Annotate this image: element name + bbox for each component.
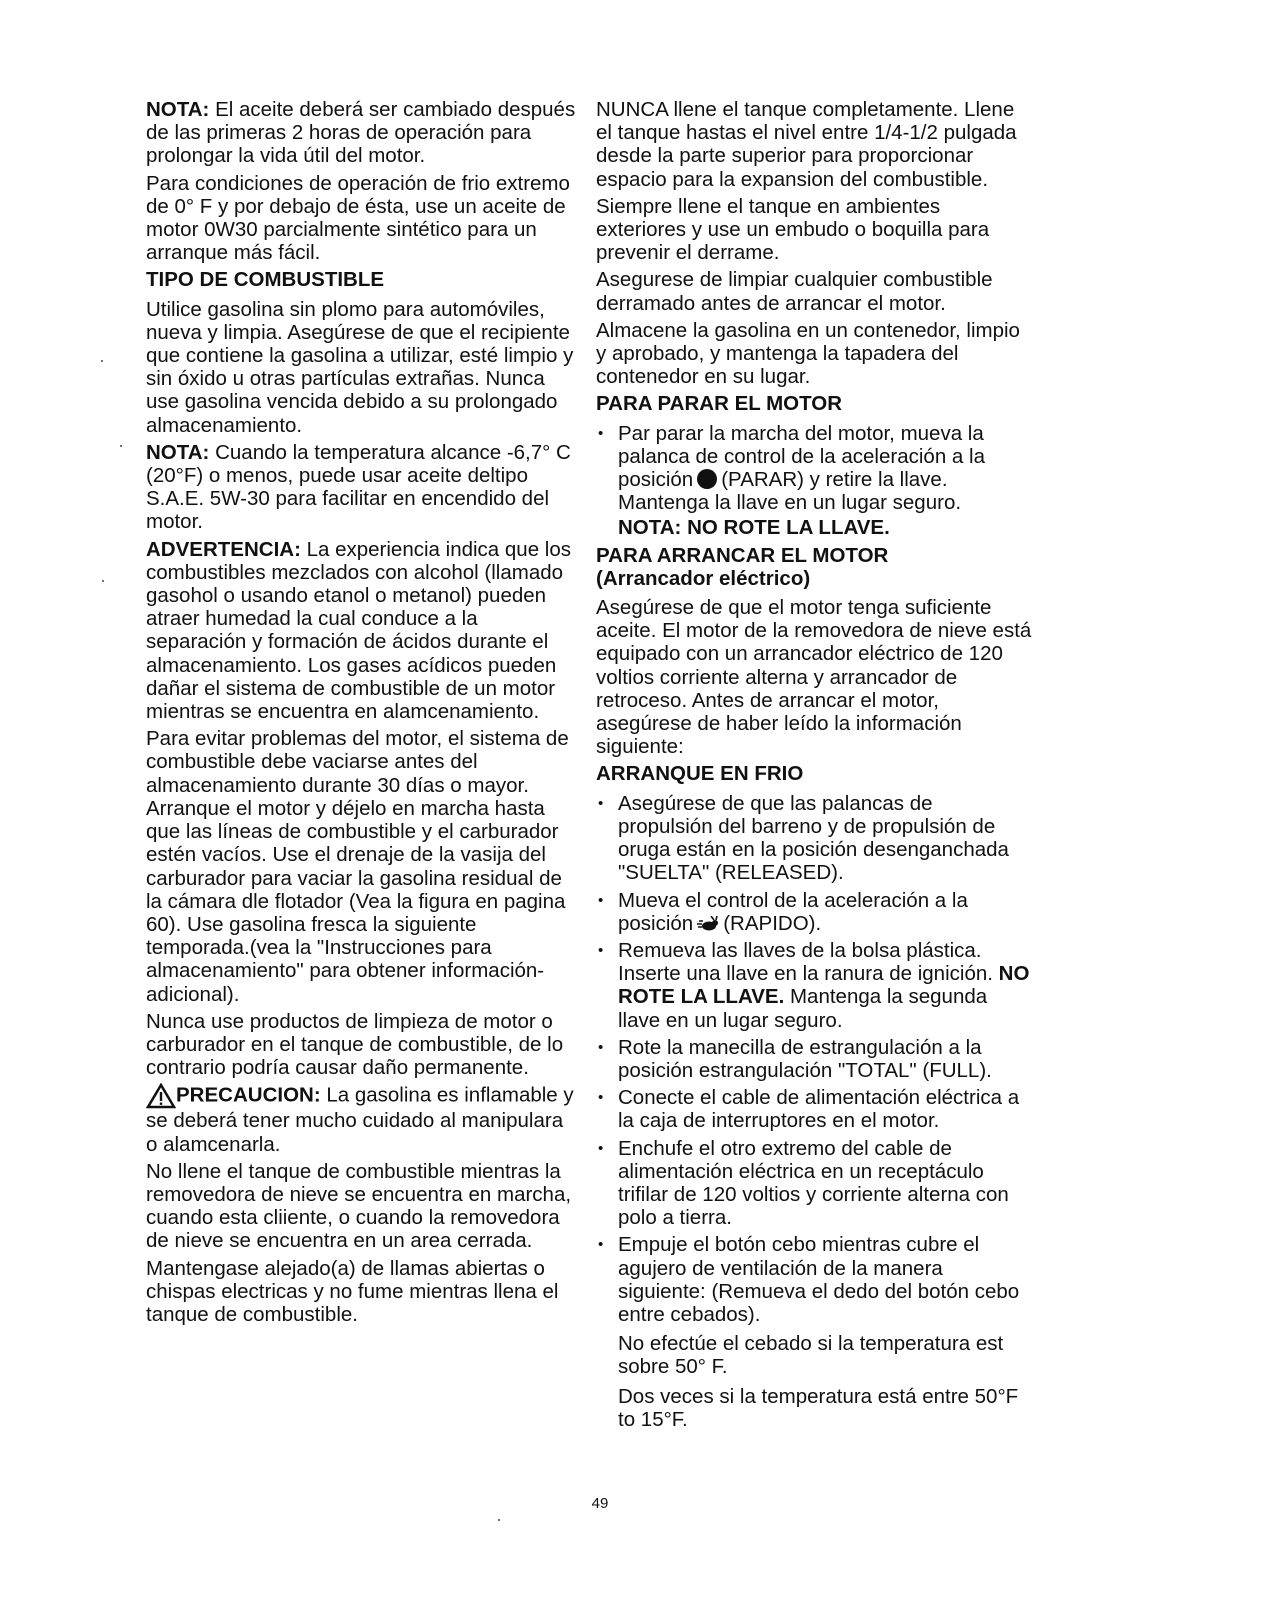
stop-text-b: (PARAR) y retire la llave. Mantenga la llave en un lugar seguro. <box>618 468 962 515</box>
scan-speck <box>101 360 103 362</box>
scan-speck <box>120 445 122 447</box>
stop-list <box>596 422 1032 540</box>
list-item: • Asegúrese de que las palancas de propulsión del barreno y de propulsión de oruga están en la posición desenganchada "SUELTA" (RELEASED). <box>596 792 1032 885</box>
keys-text-a: Remueva las llaves de la bolsa plástica. Inserte una llave en la ranura de ignición. <box>618 938 993 986</box>
throttle-text-b: (RAPIDO). <box>723 911 822 935</box>
rabbit-fast-icon <box>697 916 719 932</box>
paragraph-outdoors: Siempre llene el tanque en ambientes exteriores y use un embudo o boquilla para prevenir el derrame. <box>596 194 990 265</box>
paragraph-oil-note <box>146 98 576 168</box>
paragraph-store-gas: Almacene la gasolina en un contenedor, limpio y aprobado, y mantenga la tapadera del contenedor en su lugar. <box>596 318 1020 389</box>
list-item <box>596 889 1032 935</box>
cold-start-list <box>596 792 1032 1431</box>
page-number: 49 <box>591 1495 609 1512</box>
paragraph-temp-note <box>146 441 576 534</box>
note-text: Cuando la temperatura alcance -6,7° C (20°F) o menos, puede usar aceite deltipo S.A.E. 5W-30 para facilitar en encendido del motor. <box>146 440 571 534</box>
keys-bold: NO ROTE LA LLAVE. <box>618 962 1030 1009</box>
heading-start-engine: PARA ARRANCAR EL MOTOR <box>596 543 889 567</box>
list-item <box>596 939 1032 1032</box>
paragraph-caution <box>146 1083 576 1155</box>
left-column <box>146 98 576 1330</box>
warning-label: ADVERTENCIA: <box>146 537 301 561</box>
list-item <box>596 1233 1032 1431</box>
paragraph-never-fill: NUNCA llene el tanque completamente. Llene el tanque hastas el nivel entre 1/4-1/2 pulgada desde la parte superior para proporcionar espacio para la expansion del combustible. <box>596 98 1017 191</box>
caution-label: PRECAUCION: <box>176 1083 321 1107</box>
scan-speck <box>102 580 104 582</box>
list-item <box>596 422 1032 540</box>
list-item: • Conecte el cable de alimentación eléctrica a la caja de interruptores en el motor. <box>596 1086 1032 1132</box>
paragraph-cold-oil: Para condiciones de operación de frio extremo de 0° F y por debajo de ésta, use un aceite de motor 0W30 parcialmente sintético para un arranque más fácil. <box>146 171 570 265</box>
throttle-text-a: Mueva el control de la aceleración a la posición <box>618 888 968 935</box>
primer-text: Empuje el botón cebo mientras cubre el agujero de ventilación de la manera siguiente: (Remueva el dedo del botón cebo entre cebados). <box>618 1233 1020 1326</box>
stop-text-a: Par parar la marcha del motor, mueva la palanca de control de la aceleración a la posición <box>618 421 985 492</box>
stop-icon <box>697 469 717 489</box>
note-text: El aceite deberá ser cambiado después de las primeras 2 horas de operación para prolongar la vida útil del motor. <box>146 98 576 168</box>
list-item: • Enchufe el otro extremo del cable de alimentación eléctrica en un receptáculo trifilar de 120 voltios y corriente alterna con polo a tierra. <box>596 1137 1032 1230</box>
note-label: NOTA: <box>146 440 210 464</box>
primer-sub-1: No efectúe el cebado si la temperatura est sobre 50° F. <box>618 1332 1004 1379</box>
subheading-electric-starter: (Arrancador eléctrico) <box>596 566 811 590</box>
list-item: • Rote la manecilla de estrangulación a la posición estrangulación "TOTAL" (FULL). <box>596 1036 1032 1082</box>
paragraph-warning <box>146 538 576 724</box>
heading-fuel-type: TIPO DE COMBUSTIBLE <box>146 268 385 292</box>
paragraph-fuel: Utilice gasolina sin plomo para automóviles, nueva y limpia. Asegúrese de que el recipiente que contiene la gasolina a utilizar, esté limpio y sin óxido u otras partículas extrañas. Nunca use gasolina vencida debido a su prolongado almacenamiento. <box>146 297 574 437</box>
stop-note: NOTA: NO ROTE LA LLAVE. <box>618 516 890 540</box>
paragraph-cleaners: Nunca use productos de limpieza de motor o carburador en el tanque de combustible, de lo contrario podría causar daño permanente. <box>146 1009 564 1080</box>
paragraph-no-fill: No llene el tanque de combustible mientras la removedora de nieve se encuentra en marcha, cuando esta cliiente, o cuando la removedora de nieve se encuentra en un area cerrada. <box>146 1159 572 1253</box>
paragraph-start-info: Asegúrese de que el motor tenga suficiente aceite. El motor de la removedora de nieve está equipado con un arrancador eléctrico de 120 voltios corriente alterna y arrancador de retroceso. Antes de arrancar el motor, asegúrese de haber leído la información siguiente: <box>596 596 1032 759</box>
paragraph-flames: Mantengase alejado(a) de llamas abiertas o chispas electricas y no fume mientras llena el tanque de combustible. <box>146 1256 559 1326</box>
heading-stop-engine: PARA PARAR EL MOTOR <box>596 392 843 416</box>
heading-cold-start: ARRANQUE EN FRIO <box>596 762 804 786</box>
scan-speck <box>498 1519 500 1521</box>
warning-triangle-icon <box>146 1083 176 1109</box>
keys-text-b: Mantenga la segunda llave en un lugar seguro. <box>618 985 988 1032</box>
warning-text: La experiencia indica que los combustibles mezclados con alcohol (llamado gasohol o usando etanol o metanol) pueden atraer humedad la cual conduce a la separación y formación de ácidos durante el almacenamiento. Los gases acídicos pueden dañar el sistema de combustible de un motor mientras se encuentra en alamcenamiento. <box>146 537 571 724</box>
note-label: NOTA: <box>146 98 210 121</box>
paragraph-storage: Para evitar problemas del motor, el sistema de combustible debe vaciarse antes del almacenamiento durante 30 días o mayor. Arranque el motor y déjelo en marcha hasta que las líneas de combustible y el carburador estén vacíos. Use el drenaje de la vasija del carburador para vaciar la gasolina residual de la cámara dle flotador (Vea la figura en pagina 60). Use gasolina fresca la siguiente temporada.(vea la "Instrucciones para almacenamiento" para obtener información-adicional). <box>146 727 569 1006</box>
primer-sub-2: Dos veces si la temperatura está entre 50°F to 15°F. <box>618 1384 1019 1431</box>
paragraph-clean-spill: Asegurese de limpiar cualquier combustible derramado antes de arrancar el motor. <box>596 268 993 315</box>
caution-text: La gasolina es inflamable y se deberá tener mucho cuidado al manipulara o alamcenarla. <box>146 1083 574 1156</box>
right-column <box>596 98 1032 1435</box>
